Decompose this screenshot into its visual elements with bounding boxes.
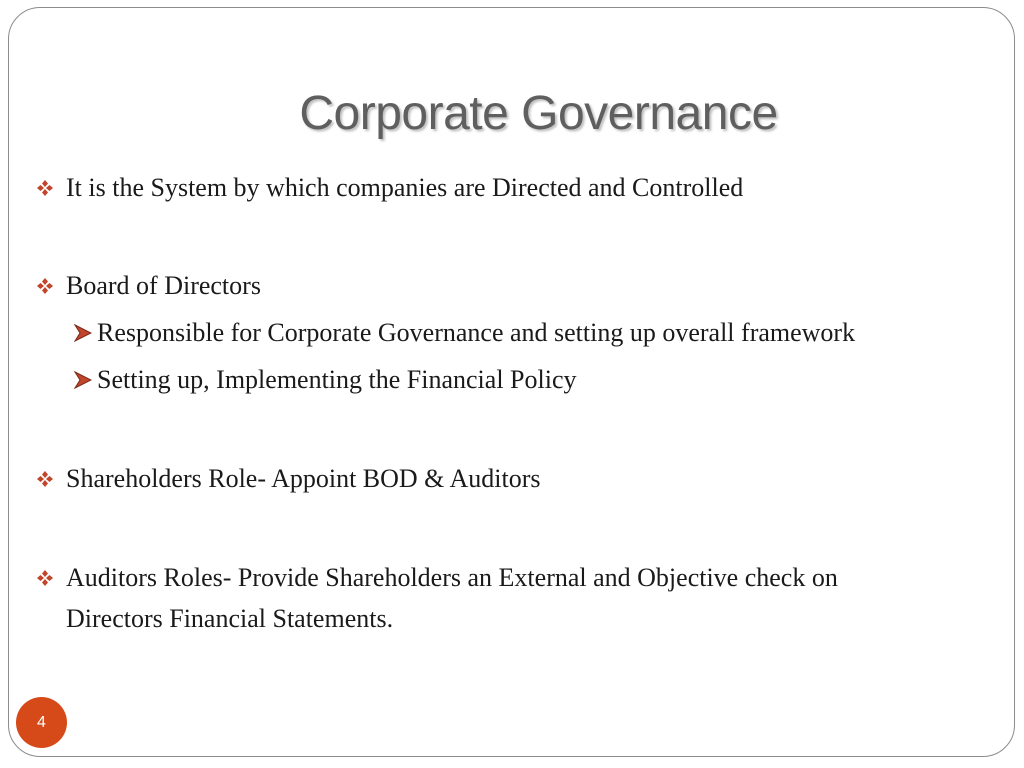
sub-bullet-text: Responsible for Corporate Governance and setting up overall framework (97, 318, 856, 347)
bullet-text-line-2: Directors Financial Statements. (66, 604, 394, 633)
four-diamond-icon (37, 570, 53, 586)
page-number-badge: 4 (16, 697, 67, 748)
four-diamond-icon (37, 278, 53, 294)
slide-title: Corporate Governance (299, 87, 778, 140)
four-diamond-icon (37, 180, 53, 196)
arrowhead-icon (74, 324, 92, 342)
bullet-text: It is the System by which companies are Directed and Controlled (66, 173, 744, 202)
bullet-text: Board of Directors (66, 271, 261, 300)
arrowhead-icon (74, 371, 92, 389)
four-diamond-icon (37, 471, 53, 487)
bullet-text-line-1: Auditors Roles- Provide Shareholders an External and Objective check on (66, 563, 838, 592)
sub-bullet-text: Setting up, Implementing the Financial Policy (97, 365, 577, 394)
bullet-text: Shareholders Role- Appoint BOD & Auditors (66, 464, 541, 493)
